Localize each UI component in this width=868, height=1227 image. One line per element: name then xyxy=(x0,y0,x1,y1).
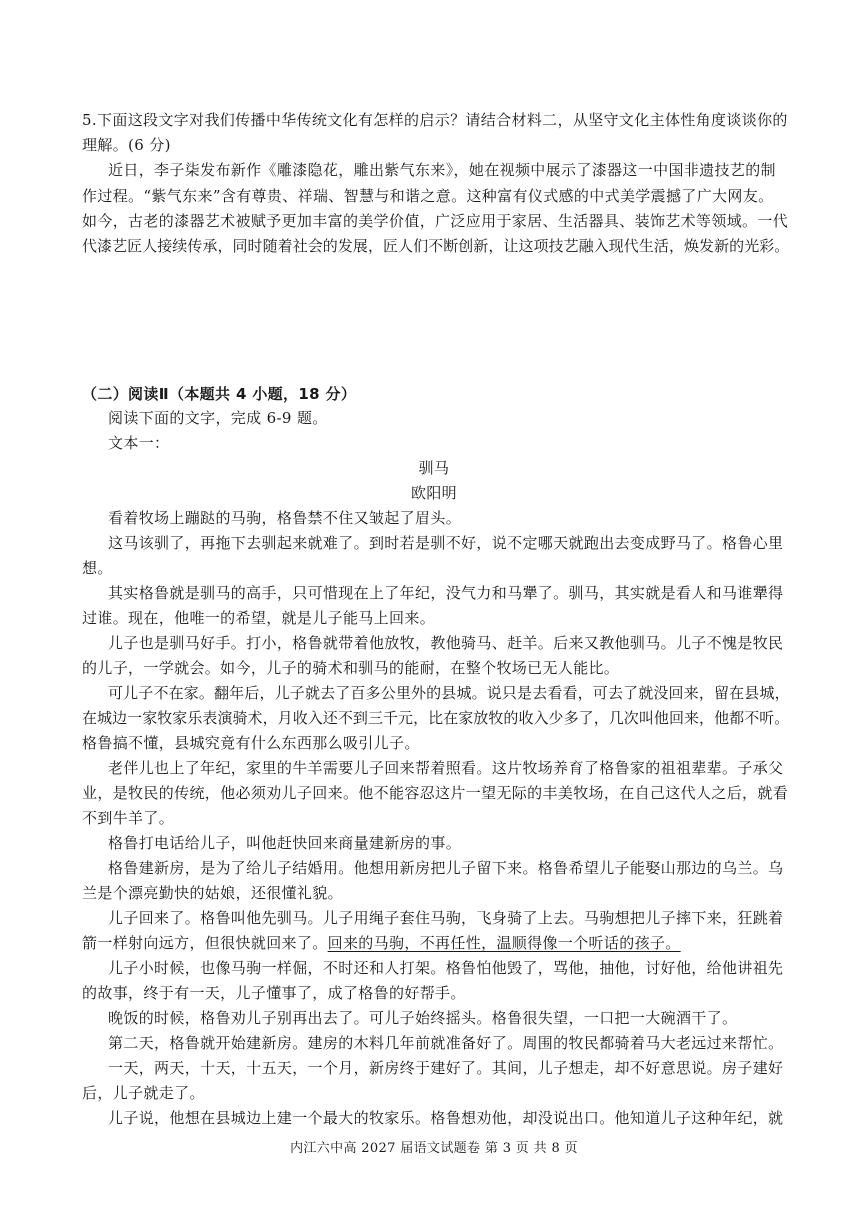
material-line: 近日，李子柒发布新作《雕漆隐花，雕出紫气东来》，她在视频中展示了漆器这一中国非遗技艺的制 xyxy=(108,161,776,179)
story-line: 格鲁打电话给儿子，叫他赶快回来商量建新房的事。 xyxy=(108,834,462,852)
story-line: 其实格鲁就是驯马的高手，只可惜现在上了年纪，没气力和马犟了。驯马，其实就是看人和马谁犟得 xyxy=(108,584,784,602)
story-line: 兰是个漂亮勤快的姑娘，还很懂礼貌。 xyxy=(82,884,343,902)
story-line: 晚饭的时候，格鲁劝儿子别再出去了。可儿子始终摇头。格鲁很失望，一口把一大碗酒干了。 xyxy=(108,1009,738,1027)
story-line: 儿子说，他想在县城边上建一个最大的牧家乐。格鲁想劝他，却没说出口。他知道儿子这种年纪，就 xyxy=(108,1109,784,1127)
text-label: 文本一： xyxy=(108,434,170,452)
page-footer: 内江六中高 2027 届语文试题卷 第 3 页 共 8 页 xyxy=(290,1141,578,1156)
material-line: 作过程。“紫气东来”含有尊贵、祥瑞、智慧与和谐之意。这种富有仪式感的中式美学震撼了广大网友。 xyxy=(82,187,774,205)
story-line: 可儿子不在家。翻年后，儿子就去了百多公里外的县城。说只是去看看，可去了就没回来，留在县城， xyxy=(108,684,790,702)
story-line: 在城边一家牧家乐表演骑术，月收入还不到三千元，比在家放牧的收入少多了，几次叫他回来，他都不听。 xyxy=(82,709,790,727)
story-author: 欧阳明 xyxy=(410,484,458,502)
story-line xyxy=(82,933,681,953)
section-instruction: 阅读下面的文字，完成 6-9 题。 xyxy=(108,409,328,427)
story-line: 看着牧场上蹦跶的马驹，格鲁禁不住又皱起了眉头。 xyxy=(108,509,462,527)
underlined-sentence: 回来的马驹，不再任性，温顺得像一个听话的孩子。 xyxy=(327,934,681,952)
story-line: 的故事，终于有一天，儿子懂事了，成了格鲁的好帮手。 xyxy=(82,984,466,1002)
story-line: 一天，两天，十天，十五天，一个月，新房终于建好了。其间，儿子想走，却不好意思说。房子建好 xyxy=(108,1059,784,1077)
story-line: 过谁。现在，他唯一的希望，就是儿子能马上回来。 xyxy=(82,609,436,627)
story-line: 格鲁搞不懂，县城究竟有什么东西那么吸引儿子。 xyxy=(82,734,420,752)
material-line: 代漆艺匠人接续传承，同时随着社会的发展，匠人们不断创新，让这项技艺融入现代生活，焕发新的光彩。 xyxy=(82,237,790,255)
question-5-text: 5.下面这段文字对我们传播中华传统文化有怎样的启示？请结合材料二，从坚守文化主体性角度谈谈你的 xyxy=(82,111,788,129)
story-title: 驯马 xyxy=(418,459,450,477)
story-line: 儿子小时候，也像马驹一样倔，不时还和人打架。格鲁怕他毁了，骂他，抽他，讨好他，给他讲祖先 xyxy=(108,959,784,977)
story-line-plain: 箭一样射向远方，但很快就回来了。 xyxy=(82,934,328,952)
story-line: 老伴儿也上了年纪，家里的牛羊需要儿子回来帮着照看。这片牧场养育了格鲁家的祖祖辈辈。子承父 xyxy=(108,759,784,777)
story-line: 格鲁建新房，是为了给儿子结婚用。他想用新房把儿子留下来。格鲁希望儿子能娶山那边的乌兰。乌 xyxy=(108,859,784,877)
story-line: 业，是牧民的传统，他必须劝儿子回来。他不能容忍这片一望无际的丰美牧场，在自己这代人之后，就看 xyxy=(82,784,789,802)
material-line: 如今，古老的漆器艺术被赋予更加丰富的美学价值，广泛应用于家居、生活器具、装饰艺术等领域。一代 xyxy=(82,212,789,230)
story-line: 后，儿子就走了。 xyxy=(82,1084,205,1102)
section-heading: （二）阅读Ⅱ（本题共 4 小题，18 分） xyxy=(82,385,357,403)
story-line: 儿子回来了。格鲁叫他先驯马。儿子用绳子套住马驹，飞身骑了上去。马驹想把儿子摔下来，狂跳着 xyxy=(108,909,784,927)
story-line: 这马该驯了，再拖下去驯起来就难了。到时若是驯不好，说不定哪天就跑出去变成野马了。格鲁心里 xyxy=(108,534,784,552)
story-line: 第二天，格鲁就开始建新房。建房的木料几年前就准备好了。周围的牧民都骑着马大老远过来帮忙。 xyxy=(108,1034,784,1052)
story-line: 不到牛羊了。 xyxy=(82,809,175,827)
story-line: 想。 xyxy=(82,559,113,577)
story-line: 儿子也是驯马好手。打小，格鲁就带着他放牧，教他骑马、赶羊。后来又教他驯马。儿子不愧是牧民 xyxy=(108,634,784,652)
story-line: 的儿子，一学就会。如今，儿子的骑术和驯马的能耐，在整个牧场已无人能比。 xyxy=(82,659,620,677)
question-5-text-cont: 理解。(6 分) xyxy=(82,136,171,154)
